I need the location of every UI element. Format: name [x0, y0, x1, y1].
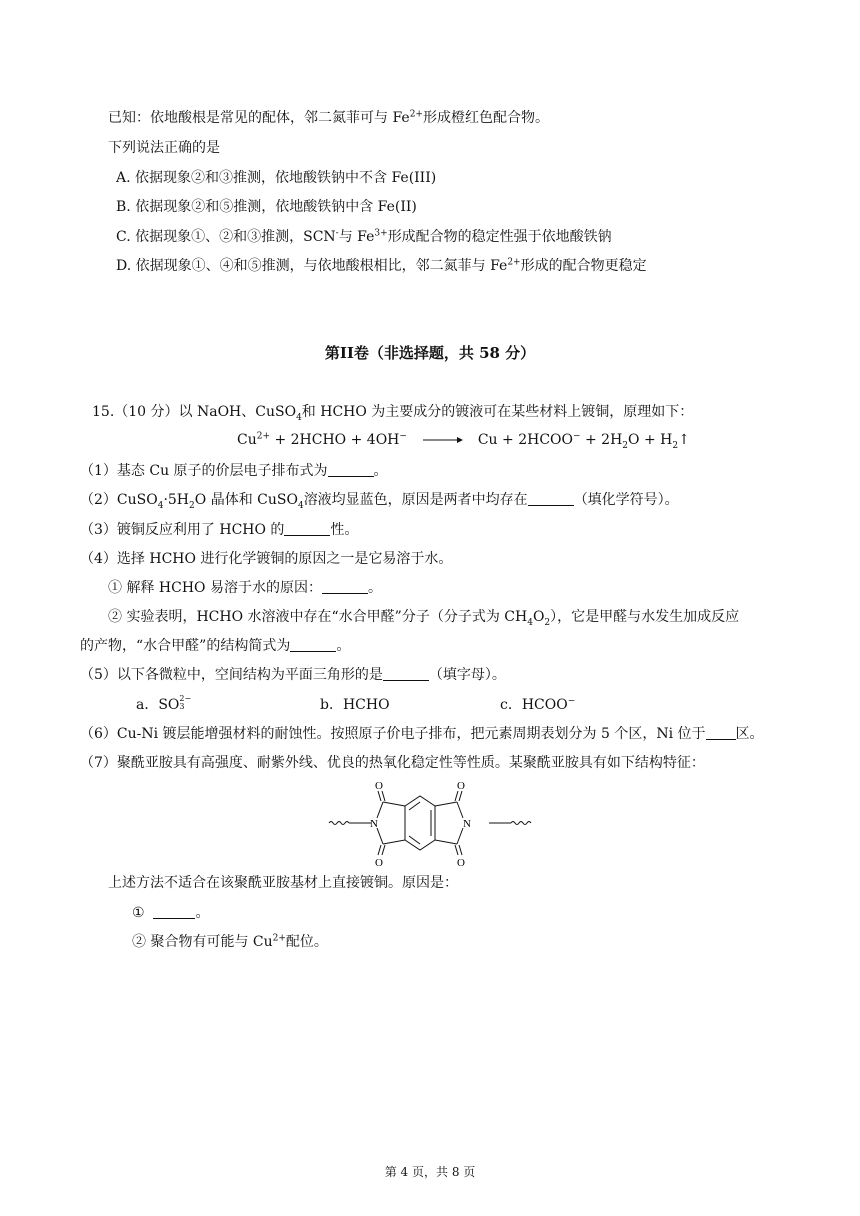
part-5-option-a: a．SO 2− 3 — [136, 694, 192, 713]
atom-o-bottom-left: O — [375, 857, 383, 868]
answer-blank-2[interactable] — [528, 491, 574, 506]
option-a: A. 依据现象②和③推测，依地酸铁钠中不含 Fe(III) — [116, 170, 437, 186]
answer-blank-1[interactable] — [328, 462, 374, 477]
page-footer: 第 4 页，共 8 页 — [384, 1165, 476, 1179]
section-title: 第II卷（非选择题，共 58 分） — [324, 344, 536, 362]
reaction-equation: $Cu^{2+}$ + 2HCHO + 4OH− Cu + 2HCOO− + $2H_2O$ + $H_2↑$ — [237, 431, 690, 451]
part-4-1: ① 解释 HCHO 易溶于水的原因： 。 — [108, 580, 382, 596]
part-1: （1）基态 Cu 原子的价层电子排布式为 。 — [80, 463, 388, 479]
polyimide-structure — [325, 778, 535, 868]
q15-head: 15.（10 分）以 NaOH、CuSO$_4$和 HCHO 为主要成分的镀液可在某些材料上镀铜，原理如下： — [92, 404, 694, 423]
reason-2: ② 聚合物有可能与 $Cu^{2+}$配位。 — [132, 933, 328, 950]
option-c: C. 依据现象①、②和③推测，SCN-与 $Fe^{3+}$形成配合物的稳定性强于依地酸铁钠 — [116, 228, 612, 245]
known-text: 已知：依地酸根是常见的配体，邻二氮菲可与 $Fe^{2+}$形成橙红色配合物。 — [108, 109, 549, 126]
part-5-option-c: c．HCOO− — [500, 696, 576, 713]
part-4-2: ② 实验表明，HCHO 水溶液中存在“水合甲醛”分子（分子式为 $CH_4O_2$），它是甲醛与水发生加成反应 — [108, 609, 740, 628]
atom-o-bottom-right: O — [457, 857, 465, 868]
part-7: （7）聚酰亚胺具有高强度、耐紫外线、优良的热氧化稳定性等性质。某聚酰亚胺具有如下结构特征： — [80, 755, 705, 771]
part-4: （4）选择 HCHO 进行化学镀铜的原因之一是它易溶于水。 — [80, 551, 453, 567]
answer-blank-5[interactable] — [383, 666, 429, 681]
part-7-reason: 上述方法不适合在该聚酰亚胺基材上直接镀铜。原因是： — [108, 875, 458, 891]
atom-o-top-right: O — [457, 780, 465, 792]
part-5: （5）以下各微粒中，空间结构为平面三角形的是 （填字母）。 — [80, 667, 506, 683]
answer-blank-4-1[interactable] — [322, 579, 368, 594]
question-text: 下列说法正确的是 — [108, 140, 220, 156]
answer-blank-6[interactable] — [706, 725, 736, 740]
reason-1: ① 。 — [132, 905, 210, 921]
answer-blank-4-2[interactable] — [290, 637, 336, 652]
part-6: （6）Cu-Ni 镀层能增强材料的耐蚀性。按照原子价电子排布，把元素周期表划分为 5 个区，Ni 位于 区。 — [80, 726, 764, 742]
answer-blank-7-1[interactable] — [153, 904, 195, 919]
reaction-arrow-icon — [419, 434, 465, 446]
part-5-option-b: b．HCHO — [320, 697, 390, 713]
atom-o-top-left: O — [375, 780, 383, 792]
part-4-2-cont: 的产物，“水合甲醛”的结构简式为 。 — [80, 638, 351, 654]
option-b: B. 依据现象②和⑤推测，依地酸铁钠中含 Fe(II) — [116, 199, 417, 215]
part-3: （3）镀铜反应利用了 HCHO 的 性。 — [80, 522, 359, 538]
option-d: D. 依据现象①、④和⑤推测，与依地酸根相比，邻二氮菲与 $Fe^{2+}$形成的配合物更稳定 — [116, 257, 647, 274]
part-2: $(2)CuSO_4\cdot 5H_2O$ 晶体和 CuSO$_4$溶液均显蓝色，原因是两者中均存在 （填化学符号）。 — [80, 492, 679, 511]
atom-n-left: N — [370, 818, 378, 830]
answer-blank-3[interactable] — [284, 521, 330, 536]
atom-n-right: N — [463, 818, 471, 830]
